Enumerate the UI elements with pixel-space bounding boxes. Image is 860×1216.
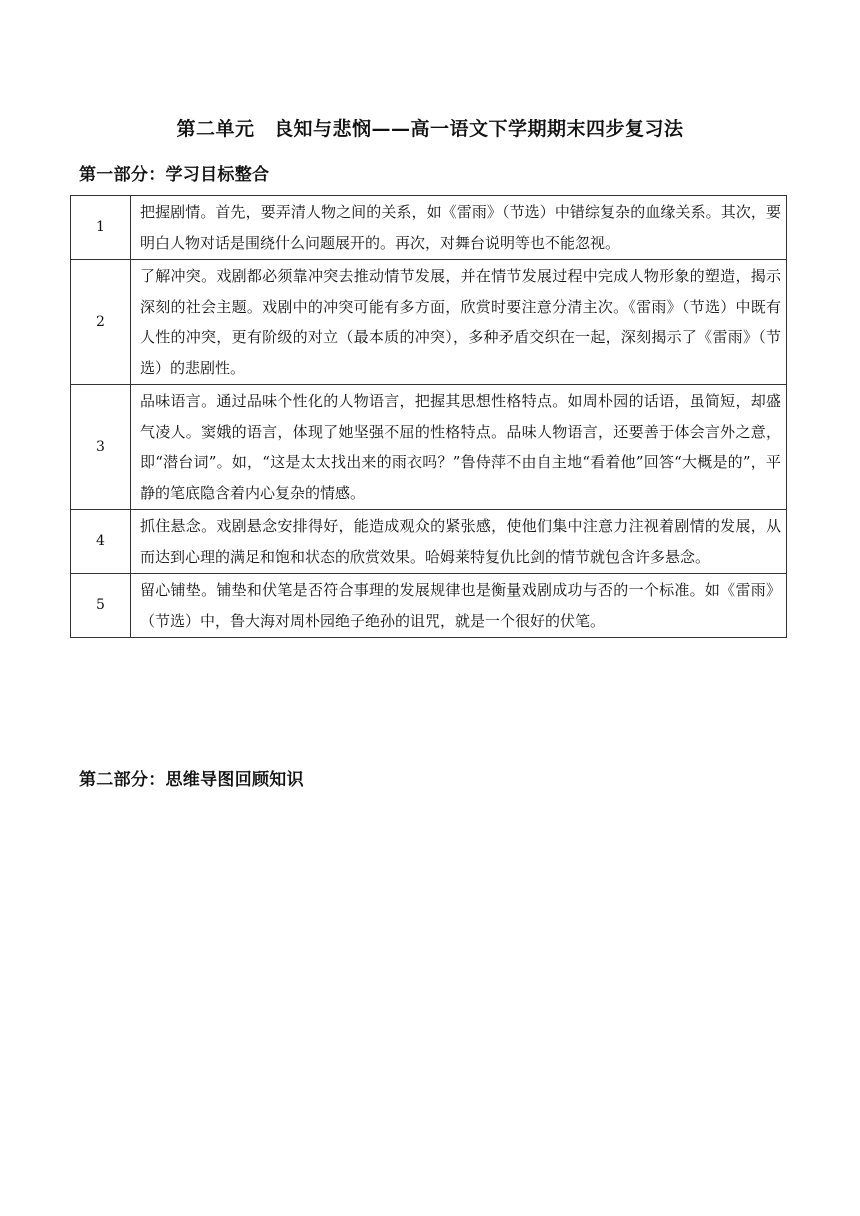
section-heading-mind-map: 第二部分：思维导图回顾知识 [79, 770, 304, 790]
goal-text: 留心铺垫。铺垫和伏笔是否符合事理的发展规律也是衡量戏剧成功与否的一个标准。如《雷雨》（节选）中，鲁大海对周朴园绝子绝孙的诅咒，就是一个很好的伏笔。 [131, 574, 787, 638]
table-row [71, 510, 787, 574]
goal-number: 1 [71, 196, 131, 260]
table-row [71, 385, 787, 510]
goal-number: 2 [71, 260, 131, 385]
document-title: 第二单元 良知与悲悯——高一语文下学期期末四步复习法 [176, 118, 684, 140]
goal-text: 品味语言。通过品味个性化的人物语言，把握其思想性格特点。如周朴园的话语，虽简短，却盛气凌人。窦娥的语言，体现了她坚强不屈的性格特点。品味人物语言，还要善于体会言外之意，即“潜台词”。如，“这是太太找出来的雨衣吗？”鲁侍萍不由自主地“看着他”回答“大概是的”，平静的笔底隐含着内心复杂的情感。 [131, 385, 787, 510]
learning-goals-table [70, 195, 787, 638]
table-row [71, 260, 787, 385]
section-heading-learning-goals: 第一部分：学习目标整合 [79, 165, 270, 185]
goal-text: 把握剧情。首先，要弄清人物之间的关系，如《雷雨》（节选）中错综复杂的血缘关系。其次，要明白人物对话是围绕什么问题展开的。再次，对舞台说明等也不能忽视。 [131, 196, 787, 260]
goal-number: 3 [71, 385, 131, 510]
goal-text: 了解冲突。戏剧都必须靠冲突去推动情节发展，并在情节发展过程中完成人物形象的塑造，揭示深刻的社会主题。戏剧中的冲突可能有多方面，欣赏时要注意分清主次。《雷雨》（节选）中既有人性的冲突，更有阶级的对立（最本质的冲突），多种矛盾交织在一起，深刻揭示了《雷雨》（节选）的悲剧性。 [131, 260, 787, 385]
goal-number: 5 [71, 574, 131, 638]
goal-number: 4 [71, 510, 131, 574]
goal-text: 抓住悬念。戏剧悬念安排得好，能造成观众的紧张感，使他们集中注意力注视着剧情的发展，从而达到心理的满足和饱和状态的欣赏效果。哈姆莱特复仇比剑的情节就包含许多悬念。 [131, 510, 787, 574]
table-row [71, 196, 787, 260]
table-row [71, 574, 787, 638]
